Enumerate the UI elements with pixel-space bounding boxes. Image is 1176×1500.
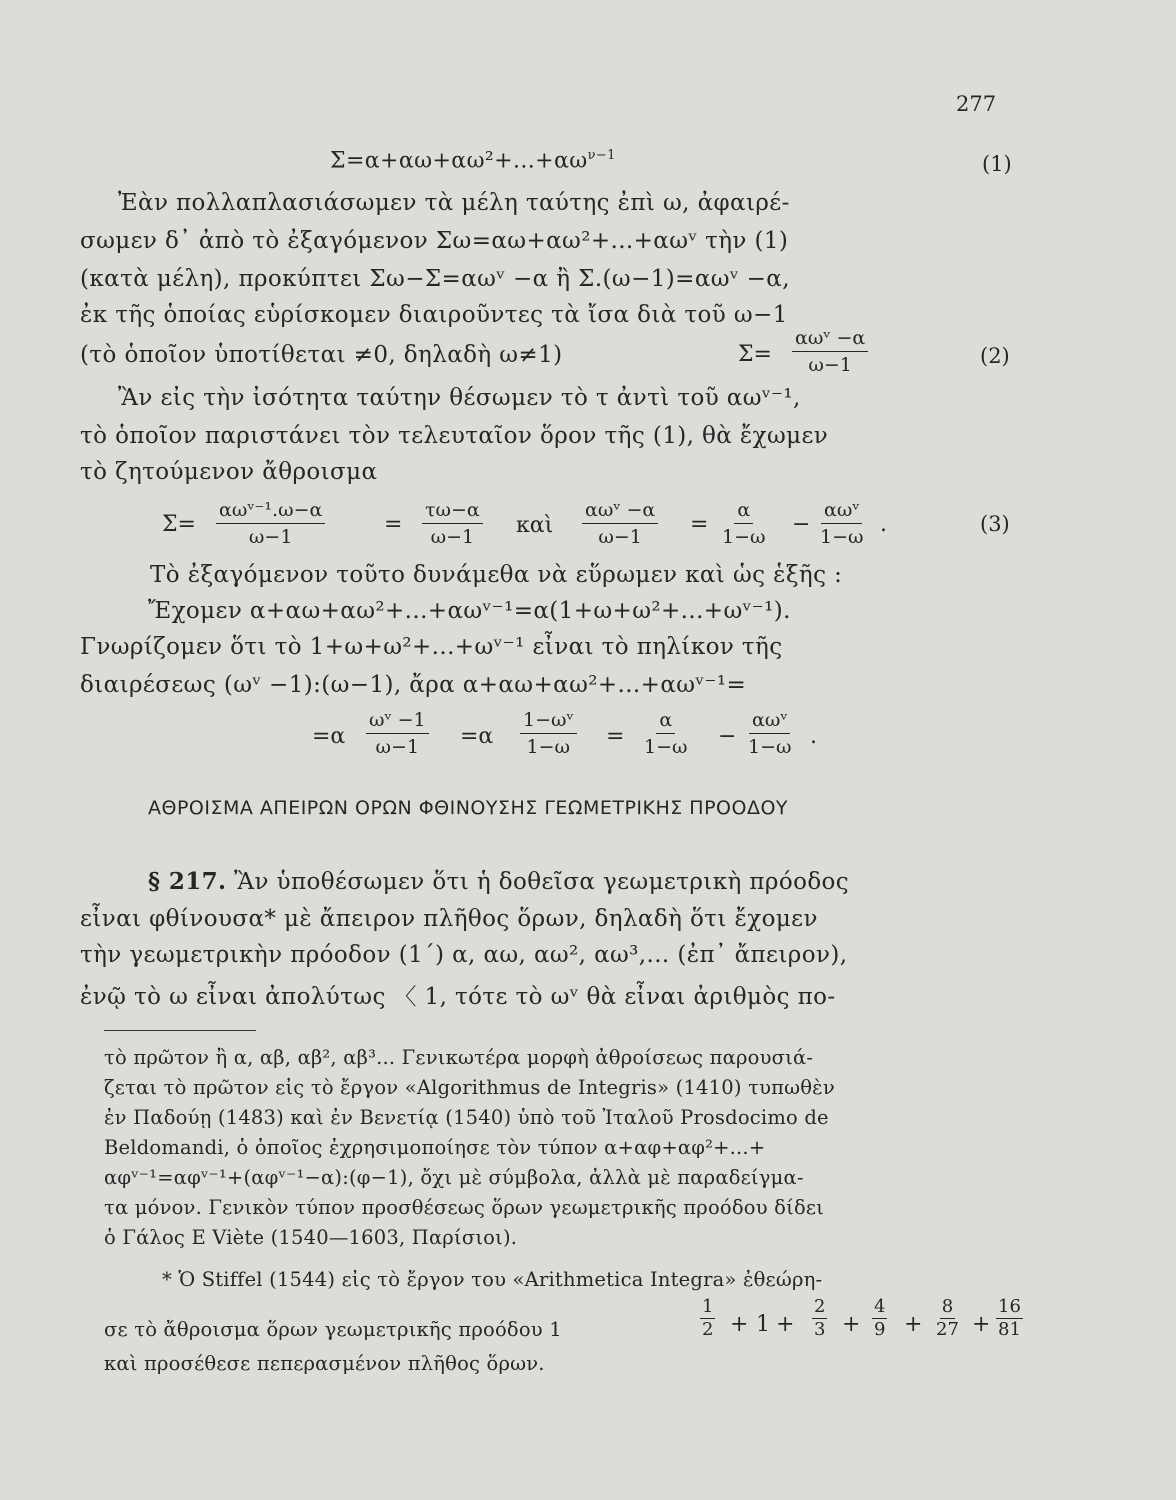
para1-line-1: Ἐὰν πολλαπλασιάσωμεν τὰ μέλη ταύτης ἐπὶ ω, ἀφαιρέ- — [118, 190, 790, 216]
eq4-f1-denominator: ω−1 — [375, 736, 420, 758]
eq3-f3-denominator: ω−1 — [598, 526, 642, 548]
para3-line-4: διαιρέσεως (ωᵛ −1):(ω−1), ἄρα α+αω+αω²+...+αωᵛ⁻¹= — [80, 672, 747, 698]
series-plus-1: + — [730, 1312, 749, 1337]
eq3-f5-numerator: αωᵛ — [821, 498, 862, 524]
eq3-f1-denominator: ω−1 — [248, 526, 293, 548]
eq3-and: καὶ — [516, 513, 554, 538]
footnote-rule — [104, 1030, 256, 1031]
series-term-3 — [872, 1296, 887, 1341]
equation-2-fraction — [792, 326, 868, 377]
section-217-line-3: τὴν γεωμετρικὴν πρόοδον (1΄) α, αω, αω², αω³,... (ἐπ᾽ ἄπειρον), — [80, 942, 848, 968]
series-term-2-num: 2 — [814, 1296, 826, 1317]
para2-line-3: τὸ ζητούμενον ἄθροισμα — [80, 459, 378, 485]
eq4-minus: − — [718, 724, 737, 749]
footnote2-line-1: * Ὁ Stiffel (1544) εἰς τὸ ἔργον του «Arithmetica Integra» ἐθεώρη- — [162, 1268, 823, 1291]
eq3-f2-numerator: τω−α — [422, 498, 483, 524]
equation-3-fraction-3 — [582, 498, 658, 549]
eq4-period: . — [810, 724, 817, 749]
section-label: § 217. — [148, 868, 227, 895]
equation-2-denominator: ω−1 — [808, 354, 852, 376]
series-term-1 — [700, 1296, 715, 1341]
section-217-line-4: ἐνῷ τὸ ω εἶναι ἀπολύτως 〈 1, τότε τὸ ωᵛ θὰ εἶναι ἀριθμὸς πο- — [80, 984, 836, 1010]
eq4-f1-numerator: ωᵛ −1 — [366, 708, 429, 734]
equation-1-body: Σ=α+αω+αω²+...+αω — [330, 148, 588, 174]
series-term-4-den: 27 — [936, 1319, 959, 1340]
equation-3-number: (3) — [980, 512, 1010, 536]
equation-4-fraction-4 — [748, 708, 792, 759]
para3-line-2: Ἔχομεν α+αω+αω²+...+αωᵛ⁻¹=α(1+ω+ω²+...+ωᵛ⁻¹). — [148, 598, 791, 624]
eq4-f4-numerator: αωᵛ — [749, 708, 790, 734]
equation-2-number: (2) — [980, 344, 1010, 368]
para1-line-3: (κατὰ μέλη), προκύπτει Σω−Σ=αωᵛ −α ἢ Σ.(ω−1)=αωᵛ −α, — [80, 266, 790, 292]
series-term-5 — [996, 1296, 1023, 1341]
footnote2-line-3: καὶ προσέθεσε πεπερασμένον πλῆθος ὅρων. — [104, 1352, 545, 1375]
equation-4-fraction-2 — [520, 708, 577, 759]
eq4-f3-numerator: α — [656, 708, 675, 734]
equation-3-fraction-1 — [216, 498, 325, 549]
eq3-equals-1: = — [384, 512, 403, 537]
series-term-4 — [936, 1296, 959, 1341]
eq4-equals: = — [606, 724, 625, 749]
para3-line-3: Γνωρίζομεν ὅτι τὸ 1+ω+ω²+...+ωᵛ⁻¹ εἶναι τὸ πηλίκον τῆς — [80, 634, 783, 660]
footnote1-line-5: αφᵛ⁻¹=αφᵛ⁻¹+(αφᵛ⁻¹−α):(φ−1), ὄχι μὲ σύμβολα, ἀλλὰ μὲ παραδείγμα- — [104, 1166, 804, 1189]
series-term-2-den: 3 — [814, 1319, 826, 1340]
equation-4-fraction-3 — [644, 708, 688, 759]
series-term-1-den: 2 — [702, 1319, 714, 1340]
eq3-f4-denominator: 1−ω — [722, 526, 766, 548]
para2-line-1: Ἂν εἰς τὴν ἰσότητα ταύτην θέσωμεν τὸ τ ἀντὶ τοῦ αωᵛ⁻¹, — [118, 385, 801, 411]
series-term-1-num: 1 — [702, 1296, 714, 1317]
series-term-2 — [812, 1296, 827, 1341]
eq4-f3-denominator: 1−ω — [644, 736, 688, 758]
equation-3-fraction-2 — [422, 498, 483, 549]
footnote1-line-3: ἐν Παδούῃ (1483) καὶ ἐν Βενετίᾳ (1540) ὑπὸ τοῦ Ἰταλοῦ Prosdocimo de — [104, 1106, 829, 1129]
equation-3-fraction-4 — [722, 498, 766, 549]
eq4-f2-numerator: 1−ωᵛ — [520, 708, 577, 734]
para1-line-2: σωμεν δ᾽ ἀπὸ τὸ ἐξαγόμενον Σω=αω+αω²+...+αωᵛ τὴν (1) — [80, 228, 789, 254]
footnote1-line-2: ζεται τὸ πρῶτον εἰς τὸ ἔργον «Algorithmus de Integris» (1410) τυπωθὲν — [104, 1076, 835, 1099]
equation-2-sigma: Σ= — [738, 342, 772, 367]
series-term-5-den: 81 — [998, 1319, 1021, 1340]
footnote2-line-2: σε τὸ ἄθροισμα ὅρων γεωμετρικῆς προόδου 1 — [104, 1318, 562, 1341]
series-term-3-den: 9 — [874, 1319, 886, 1340]
series-plus-4: + — [904, 1312, 923, 1337]
equation-1-exponent: ν−1 — [587, 148, 616, 163]
condition-text: (τὸ ὁποῖον ὑποτίθεται ≠0, δηλαδὴ ω≠1) — [80, 342, 563, 368]
eq3-f5-denominator: 1−ω — [820, 526, 864, 548]
eq3-f3-numerator: αωᵛ −α — [582, 498, 658, 524]
para2-line-2: τὸ ὁποῖον παριστάνει τὸν τελευταῖον ὅρον τῆς (1), θὰ ἔχωμεν — [80, 423, 829, 449]
equation-3-fraction-5 — [820, 498, 864, 549]
equation-1 — [330, 148, 616, 173]
equation-3-sigma: Σ= — [162, 512, 196, 537]
series-term-4-num: 8 — [941, 1296, 954, 1317]
eq3-minus: − — [792, 512, 811, 537]
section-217-line-1-text: Ἂν ὑποθέσωμεν ὅτι ἡ δοθεῖσα γεωμετρικὴ πρόοδος — [234, 869, 850, 895]
equation-2-numerator: αωᵛ −α — [792, 326, 868, 352]
eq4-f2-denominator: 1−ω — [526, 736, 571, 758]
equation-1-number: (1) — [982, 152, 1012, 176]
series-term-3-num: 4 — [874, 1296, 886, 1317]
eq3-f2-denominator: ω−1 — [430, 526, 475, 548]
footnote1-line-6: τα μόνον. Γενικὸν τύπον προσθέσεως ὅρων γεωμετρικῆς προόδου δίδει — [104, 1196, 825, 1219]
series-plus-3: + — [842, 1312, 861, 1337]
eq3-period: . — [880, 512, 887, 537]
series-plus-5: + — [972, 1312, 991, 1337]
footnote1-line-7: ὁ Γάλος E Viète (1540—1603, Παρίσιοι). — [104, 1226, 518, 1249]
footnote1-line-1: τὸ πρῶτον ἢ α, αβ, αβ², αβ³... Γενικωτέρα μορφὴ ἀθροίσεως παρουσιά- — [104, 1046, 814, 1069]
section-heading: ΑΘΡΟΙΣΜΑ ΑΠΕΙΡΩΝ ΟΡΩΝ ΦΘΙΝΟΥΣΗΣ ΓΕΩΜΕΤΡΙΚΗΣ ΠΡΟΟΔΟΥ — [148, 797, 789, 819]
series-one: 1 — [756, 1312, 770, 1337]
eq4-lead: =α — [312, 724, 346, 749]
series-term-5-num: 16 — [998, 1296, 1021, 1317]
footnote1-line-4: Beldomandi, ὁ ὁποῖος ἐχρησιμοποίησε τὸν τύπον α+αφ+αφ²+...+ — [104, 1136, 766, 1159]
eq4-f4-denominator: 1−ω — [748, 736, 792, 758]
section-217-line-2: εἶναι φθίνουσα* μὲ ἄπειρον πλῆθος ὅρων, δηλαδὴ ὅτι ἔχομεν — [80, 906, 818, 932]
eq3-equals-2: = — [690, 512, 709, 537]
section-217-line-1 — [148, 868, 849, 895]
eq4-mid: =α — [460, 724, 494, 749]
eq3-f1-numerator: αωᵛ⁻¹.ω−α — [216, 498, 325, 524]
series-plus-2: + — [776, 1312, 795, 1337]
eq3-f4-numerator: α — [734, 498, 753, 524]
equation-4-fraction-1 — [366, 708, 429, 759]
para1-line-4: ἐκ τῆς ὁποίας εὑρίσκομεν διαιροῦντες τὰ ἴσα διὰ τοῦ ω−1 — [80, 302, 788, 328]
para3-line-1: Τὸ ἐξαγόμενον τοῦτο δυνάμεθα νὰ εὕρωμεν καὶ ὡς ἑξῆς : — [150, 562, 843, 588]
page-number: 277 — [956, 92, 997, 116]
